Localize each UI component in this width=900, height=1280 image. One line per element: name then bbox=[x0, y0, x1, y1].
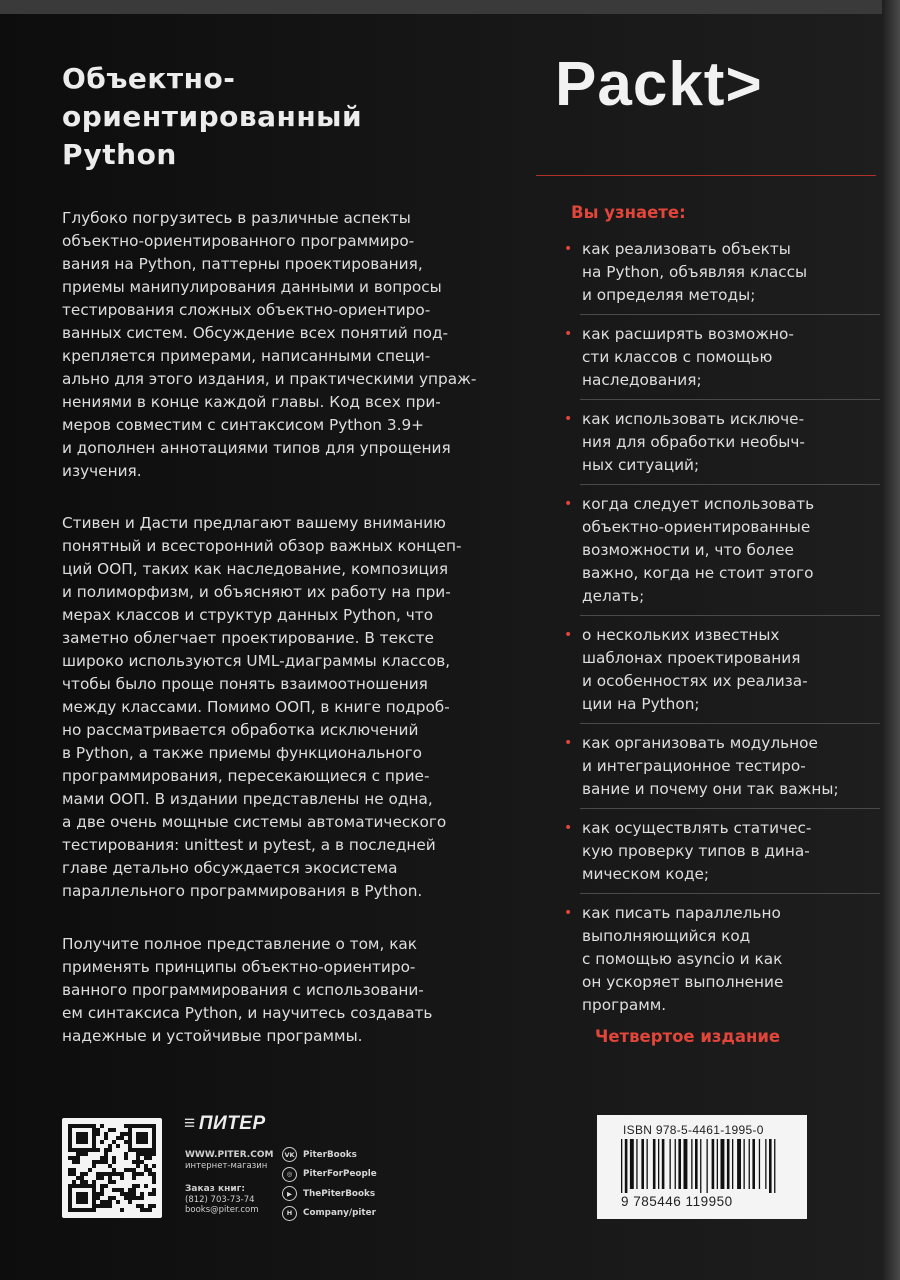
learn-heading: Вы узнаете: bbox=[571, 203, 686, 222]
description-line: приемы манипулирования данными и вопросы bbox=[62, 278, 442, 296]
description-line: и полиморфизм, и объясняют их работу на при- bbox=[62, 583, 451, 601]
learn-item-line: важно, когда не стоит этого bbox=[582, 564, 814, 582]
piter-site-info bbox=[185, 1150, 280, 1171]
description-line: понятный и всесторонний обзор важных концеп- bbox=[62, 537, 462, 555]
description-line: крепляется примерами, написанными специ- bbox=[62, 347, 431, 365]
cover-top-edge bbox=[0, 0, 900, 14]
edition-label: Четвертое издание bbox=[595, 1027, 781, 1046]
learn-item-line: как писать параллельно bbox=[582, 904, 781, 922]
description-line: чтобы было проще понять взаимоотношения bbox=[62, 675, 428, 693]
description-paragraph-2 bbox=[62, 512, 522, 903]
order-label: Заказ книг: bbox=[185, 1184, 245, 1194]
title-line: Объектно- bbox=[62, 62, 236, 95]
learn-item-line: ния для обработки необыч- bbox=[582, 433, 805, 451]
description-line: применять принципы объектно-ориентиро- bbox=[62, 958, 416, 976]
description-line: тестирования сложных объектно-ориентиро- bbox=[62, 301, 431, 319]
description-line: Глубоко погрузитесь в различные аспекты bbox=[62, 209, 411, 227]
learn-item-line: как организовать модульное bbox=[582, 734, 818, 752]
description-line: заметно облегчает проектирование. В тексте bbox=[62, 629, 434, 647]
barcode-box bbox=[597, 1115, 807, 1219]
barcode-number: 9 785446 119950 bbox=[621, 1194, 733, 1209]
learn-item-line: и особенностях их реализа- bbox=[582, 672, 808, 690]
social-label: PiterForPeople bbox=[303, 1169, 377, 1180]
company-icon: H bbox=[282, 1206, 297, 1221]
learn-item-line: ных ситуаций; bbox=[582, 456, 700, 474]
learn-item-line: он ускоряет выполнение bbox=[582, 973, 784, 991]
social-link[interactable] bbox=[282, 1145, 412, 1165]
learn-item-line: шаблонах проектирования bbox=[582, 649, 801, 667]
description-line: широко используются UML-диаграммы классов, bbox=[62, 652, 451, 670]
learn-item-line: когда следует использовать bbox=[582, 495, 815, 513]
people-icon: ◎ bbox=[282, 1167, 297, 1182]
order-email: books@piter.com bbox=[185, 1205, 259, 1215]
description-line: а две очень мощные системы автоматического bbox=[62, 813, 447, 831]
description-line: Получите полное представление о том, как bbox=[62, 935, 418, 953]
description-line: но рассматривается обработка исключений bbox=[62, 721, 419, 739]
learn-item-line: ции на Python; bbox=[582, 695, 700, 713]
social-link[interactable] bbox=[282, 1165, 412, 1185]
description-line: вания на Python, паттерны проектирования, bbox=[62, 255, 423, 273]
description-line: главе детально обсуждается экосистема bbox=[62, 859, 398, 877]
learn-item-line: на Python, объявляя классы bbox=[582, 263, 808, 281]
learn-item bbox=[564, 817, 864, 894]
learn-item-line: как использовать исключе- bbox=[582, 410, 805, 428]
social-links bbox=[282, 1145, 412, 1223]
vk-icon: VK bbox=[282, 1147, 297, 1162]
play-icon: ▶ bbox=[282, 1186, 297, 1201]
social-label: ThePiterBooks bbox=[303, 1188, 376, 1199]
qr-code-icon bbox=[68, 1124, 156, 1212]
social-link[interactable] bbox=[282, 1204, 412, 1224]
piter-logo-stripes-icon: ≡ bbox=[184, 1113, 194, 1134]
learn-item-line: сти классов с помощью bbox=[582, 348, 773, 366]
book-title bbox=[62, 60, 482, 174]
learn-item-line: наследования; bbox=[582, 371, 702, 389]
learn-item-line: делать; bbox=[582, 587, 645, 605]
description-line: программирования, пересекающиеся с прие- bbox=[62, 767, 430, 785]
learn-item-divider bbox=[580, 723, 880, 724]
bullet-icon: • bbox=[564, 411, 573, 427]
piter-logo-text: ПИТЕР bbox=[198, 1113, 266, 1134]
packt-logo: Packt> bbox=[555, 50, 763, 119]
learn-item-divider bbox=[580, 615, 880, 616]
description-line: ем синтаксиса Python, и научитесь создавать bbox=[62, 1004, 433, 1022]
learn-item bbox=[564, 323, 864, 400]
learn-item bbox=[564, 493, 864, 616]
learn-item bbox=[564, 902, 864, 1017]
learn-item-line: как расширять возможно- bbox=[582, 325, 794, 343]
social-label: Company/piter bbox=[303, 1208, 376, 1219]
bullet-icon: • bbox=[564, 735, 573, 751]
description-line: между классами. Помимо ООП, в книге подроб- bbox=[62, 698, 450, 716]
learn-item-line: и интеграционное тестиро- bbox=[582, 757, 806, 775]
piter-logo bbox=[184, 1113, 266, 1135]
description-line: надежные и устойчивые программы. bbox=[62, 1027, 363, 1045]
bullet-icon: • bbox=[564, 627, 573, 643]
piter-order-info bbox=[185, 1184, 280, 1216]
learn-item-line: кую проверку типов в дина- bbox=[582, 842, 810, 860]
learn-item-divider bbox=[580, 484, 880, 485]
learn-item bbox=[564, 408, 864, 485]
piter-site-caption: интернет-магазин bbox=[185, 1160, 268, 1171]
learn-item-divider bbox=[580, 314, 880, 315]
bullet-icon: • bbox=[564, 905, 573, 921]
learn-item-line: вание и почему они так важны; bbox=[582, 780, 839, 798]
description-line: мами ООП. В издании представлены не одна, bbox=[62, 790, 433, 808]
description-line: в Python, а также приемы функционального bbox=[62, 744, 422, 762]
learn-item-divider bbox=[580, 399, 880, 400]
cover-right-edge bbox=[882, 0, 900, 1280]
learn-item-line: выполняющийся код bbox=[582, 927, 751, 945]
learn-item bbox=[564, 624, 864, 724]
learn-item-line: как осуществлять статичес- bbox=[582, 819, 812, 837]
bullet-icon: • bbox=[564, 820, 573, 836]
barcode-icon bbox=[619, 1139, 785, 1193]
description-line: мерах классов и структур данных Python, что bbox=[62, 606, 434, 624]
social-label: PiterBooks bbox=[303, 1149, 357, 1160]
learn-item-line: объектно-ориентированные bbox=[582, 518, 811, 536]
red-divider bbox=[536, 175, 876, 176]
bullet-icon: • bbox=[564, 326, 573, 342]
learn-item-line: и определяя методы; bbox=[582, 286, 756, 304]
learn-item-line: мическом коде; bbox=[582, 865, 710, 883]
description-line: ванного программирования с использовани- bbox=[62, 981, 424, 999]
learn-list bbox=[564, 238, 864, 1017]
description-line: параллельного программирования в Python. bbox=[62, 882, 423, 900]
description-line: ций ООП, таких как наследование, композиция bbox=[62, 560, 449, 578]
description-line: нениями в конце каждой главы. Код всех при- bbox=[62, 393, 441, 411]
description-line: и дополнен аннотациями типов для упрощения bbox=[62, 439, 451, 457]
description-line: тестирования: unittest и pytest, а в последней bbox=[62, 836, 436, 854]
piter-site: WWW.PITER.COM bbox=[185, 1150, 274, 1160]
description-line: ванных систем. Обсуждение всех понятий под- bbox=[62, 324, 449, 342]
learn-item bbox=[564, 732, 864, 809]
description-line: Стивен и Дасти предлагают вашему вниманию bbox=[62, 514, 446, 532]
learn-item-line: возможности и, что более bbox=[582, 541, 794, 559]
learn-item-line: программ. bbox=[582, 996, 667, 1014]
social-link[interactable] bbox=[282, 1184, 412, 1204]
order-phone: (812) 703-73-74 bbox=[185, 1194, 255, 1205]
isbn-label: ISBN 978-5-4461-1995-0 bbox=[623, 1123, 764, 1137]
description-line: изучения. bbox=[62, 462, 142, 480]
qr-code bbox=[62, 1118, 162, 1218]
learn-item-line: о нескольких известных bbox=[582, 626, 780, 644]
description-line: объектно-ориентированного программиро- bbox=[62, 232, 415, 250]
learn-item-divider bbox=[580, 893, 880, 894]
description-line: меров совместим с синтаксисом Python 3.9+ bbox=[62, 416, 425, 434]
learn-item-divider bbox=[580, 808, 880, 809]
learn-item bbox=[564, 238, 864, 315]
description-line: ально для этого издания, и практическими упраж- bbox=[62, 370, 477, 388]
bullet-icon: • bbox=[564, 241, 573, 257]
description-paragraph-3 bbox=[62, 933, 522, 1048]
bullet-icon: • bbox=[564, 496, 573, 512]
title-line: Python bbox=[62, 138, 177, 171]
learn-item-line: как реализовать объекты bbox=[582, 240, 791, 258]
description-paragraph-1 bbox=[62, 207, 522, 483]
title-line: ориентированный bbox=[62, 100, 363, 133]
learn-item-line: с помощью asyncio и как bbox=[582, 950, 783, 968]
